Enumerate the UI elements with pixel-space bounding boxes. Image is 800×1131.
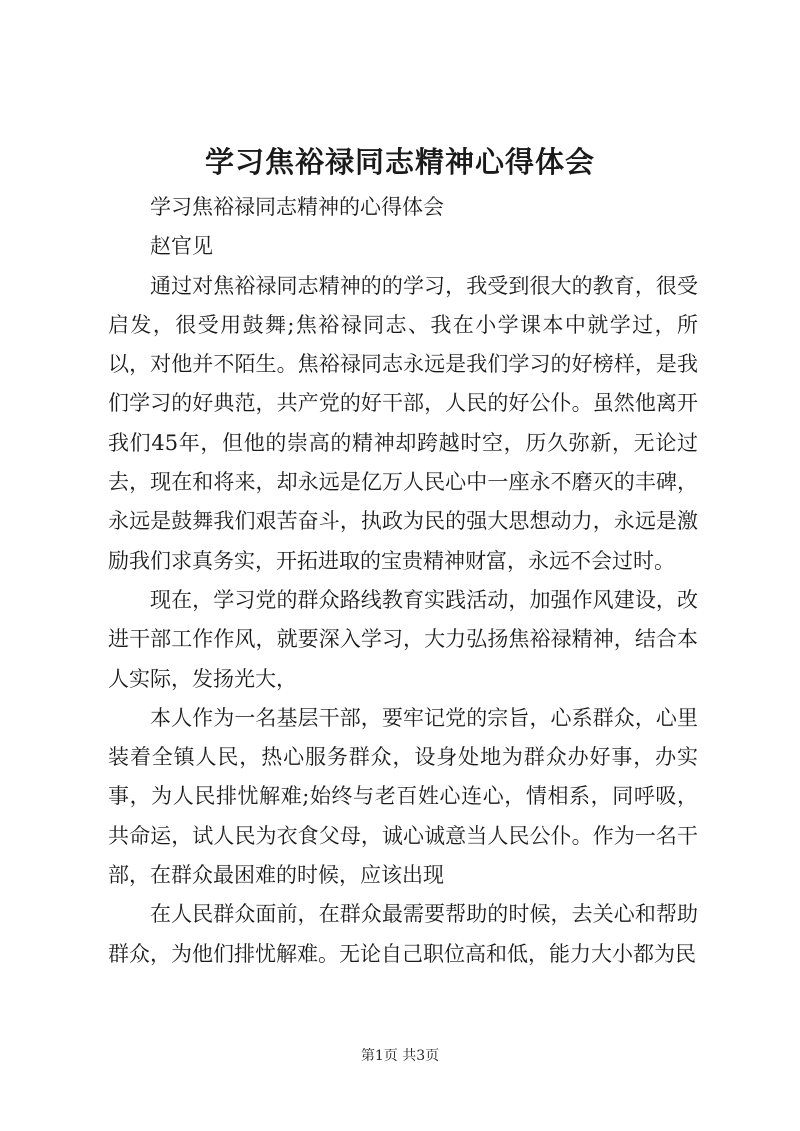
body-paragraph-2: 现在，学习党的群众路线教育实践活动，加强作风建设，改进干部工作作风，就要深入学习，大力弘扬焦裕禄精神，结合本人实际，发扬光大，: [108, 587, 698, 691]
document-title: 学习焦裕禄同志精神心得体会: [204, 145, 595, 179]
body-paragraph-1: 通过对焦裕禄同志精神的的学习，我受到很大的教育，很受启发，很受用鼓舞;焦裕禄同志、我在小学课本中就学过，所以，对他并不陌生。焦裕禄同志永远是我们学习的好榜样，是我们学习的好典范，共产党的好干部，人民的好公仆。虽然他离开我们45年，但他的崇高的精神却跨越时空，历久弥新，无论过去，现在和将来，却永远是亿万人民心中一座永不磨灭的丰碑，永远是鼓舞我们艰苦奋斗，执政为民的强大思想动力，永远是激励我们求真务实，开拓进取的宝贵精神财富，永远不会过时。: [108, 273, 698, 573]
author-paragraph: 赵官见: [150, 234, 213, 259]
document-body: [108, 188, 698, 974]
page-number-footer: 第1页 共3页: [360, 1048, 440, 1064]
body-paragraph-3: 本人作为一名基层干部，要牢记党的宗旨，心系群众，心里装着全镇人民，热心服务群众，设身处地为群众办好事，办实事，为人民排忧解难;始终与老百姓心连心，情相系，同呼吸，共命运，试人民为衣食父母，诚心诚意当人民公仆。作为一名干部，在群众最困难的时候，应该出现: [108, 705, 698, 888]
body-paragraph-4: 在人民群众面前，在群众最需要帮助的时候，去关心和帮助群众，为他们排忧解难。无论自己职位高和低，能力大小都为民: [108, 902, 698, 966]
subtitle-paragraph: 学习焦裕禄同志精神的心得体会: [150, 195, 444, 219]
